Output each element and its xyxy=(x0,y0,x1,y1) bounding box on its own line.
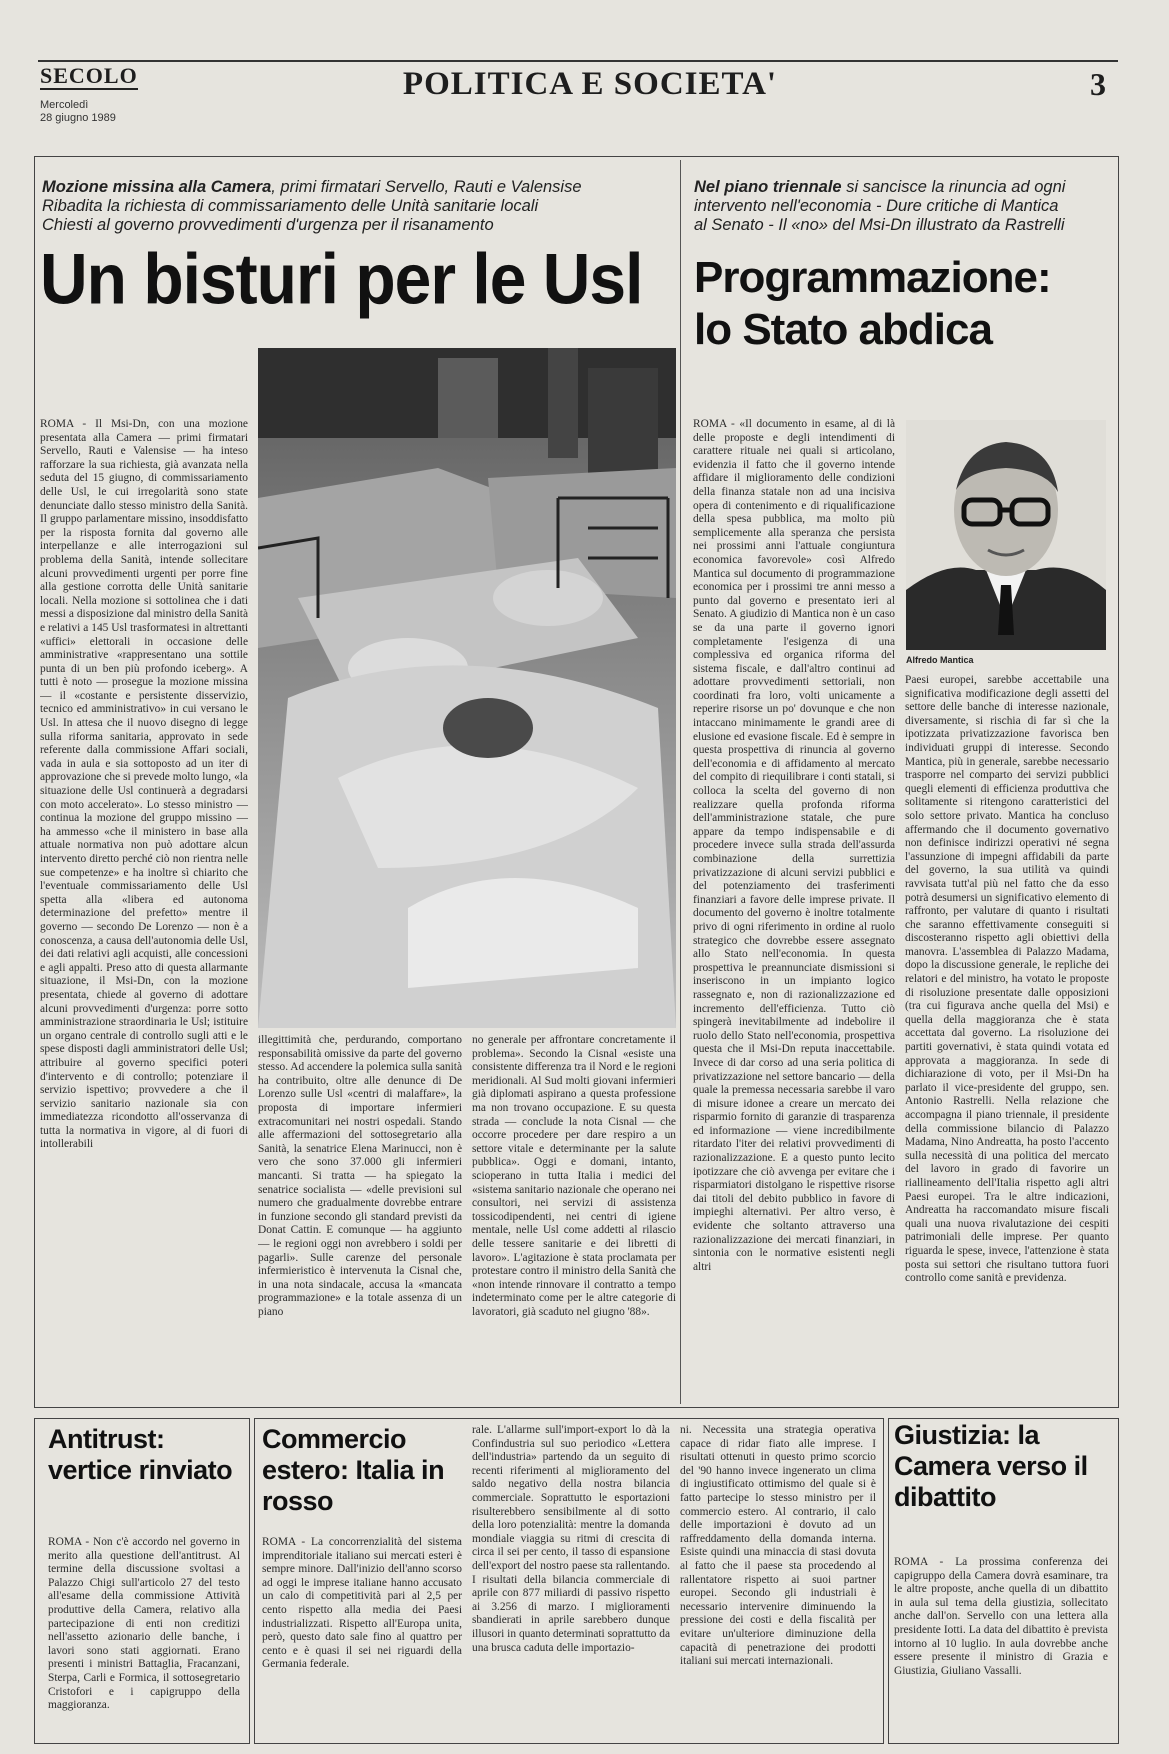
issue-day: Mercoledì xyxy=(40,99,89,111)
usl-kicker xyxy=(42,178,672,235)
commercio-column-3 xyxy=(680,1424,876,1736)
commercio-column-1-text: ROMA - La concorrenzialità del sistema imprenditoriale italiano sui mercati esteri è sempre minore. Dall'inizio dell'anno scorso ad oggi le imprese italiane hanno accusato un calo di competitività pari al 2,5 per cento rispetto alla media dei Paesi industrializzati. Rispetto all'Europa unita, però, questo dato sale fino al quattro per cento e è quasi il sei nei riguardi della Germania federale. xyxy=(262,1536,462,1671)
mantica-portrait-image xyxy=(906,420,1106,650)
commercio-column-2 xyxy=(472,1424,670,1736)
prog-headline xyxy=(694,252,1114,356)
prog-kicker-line-2: intervento nell'economia - Dure critiche di Mantica xyxy=(694,197,1059,215)
prog-kicker-line-1: si sancisce la rinuncia ad ogni xyxy=(841,178,1066,196)
usl-column-2 xyxy=(258,1034,462,1402)
giustizia-headline: Giustizia: la Camera verso il dibattito xyxy=(894,1420,1088,1512)
prog-column-1 xyxy=(693,418,895,1402)
prog-kicker-line-3: al Senato - Il «no» del Msi-Dn illustrato da Rastrelli xyxy=(694,216,1065,234)
hospital-ward-photo xyxy=(258,348,676,1028)
issue-date xyxy=(40,99,116,125)
usl-kicker-line-2: Ribadita la richiesta di commissariamento delle Unità sanitarie locali xyxy=(42,197,539,215)
usl-kicker-bold: Mozione missina alla Camera xyxy=(42,178,272,196)
usl-column-3 xyxy=(472,1034,676,1402)
top-stories-divider xyxy=(680,160,681,1404)
newspaper-logo: SECOLO xyxy=(40,63,138,88)
prog-column-2 xyxy=(905,674,1109,1402)
mantica-portrait xyxy=(906,420,1106,650)
usl-column-1 xyxy=(40,418,248,1402)
usl-column-2-text: illegittimità che, perdurando, comportano responsabilità omissive da parte del governo stesso. Ad accendere la polemica sulla sanità ha contribuito, oltre alle denunce di De Lorenzo sulle Usl «centri di malaffare», la proposta di importare infermieri extracomunitari nei nostri ospedali. Stando alle affermazioni del sottosegretario alla Sanità, la senatrice Elena Marinucci, non è vero che sono 37.000 gli infermieri mancanti. Si tratta — ha spiegato la senatrice socialista — «delle previsioni sul numero che gradualmente dovrebbe entrare in funzione secondo gli standard previsti da Donat Cattin. E comunque — ha aggiunto — le regioni oggi non avrebbero i soldi per pagarli». Sulle carenze del personale infermieristico è intervenuta la Cisnal che, in una nota sindacale, accusa la «mancata programmazione» e la totale assenza di un piano xyxy=(258,1034,462,1318)
section-title: POLITICA E SOCIETA' xyxy=(402,66,778,102)
commercio-column-2-text: rale. L'allarme sull'import-export lo dà la Confindustria sul suo periodico «Lettera dell'industria» partendo da un seguito di recenti riferimenti al miglioramento del saldo negativo della nostra bilancia commerciale. Soprattutto le esportazioni risulterebbero sensibilmente al di sotto della loro potenzialità: mentre la domanda mondiale viaggia su ritmi di crescita di circa il sei per cento, il tasso di espansione dell'export del nostro paese sta rallentando. I risultati della bilancia commerciale di aprile con 877 miliardi di passivo rispetto ai 3.256 di marzo. I miglioramenti sbandierati in aprile sarebbero dunque illusori in quanto determinati soprattutto da una brusca caduta delle importazio- xyxy=(472,1424,670,1654)
prog-kicker xyxy=(694,178,1112,235)
usl-column-1-text: ROMA - Il Msi-Dn, con una mozione presentata alla Camera — primi firmatari Servello, Rauti e Valensise — ha inteso rafforzare la sua richiesta, già avanzata nella seduta del 15 giugno, di commissariamento delle Usl, le cui irregolarità sono state denunciate dallo stesso ministro della Sanità. Il gruppo parlamentare missino, insoddisfatto per la risposta fornita dal governo alle interpellanze e alle interrogazioni sul problema della Sanità, intende sollecitare alcuni provvedimenti urgenti per porre fine alla gestione corrotta delle Unità sanitarie locali. Nella mozione si sottolinea che i dati messi a disposizione dal ministro della Sanità e relativi a 145 Usl trasformatesi in altrettanti «uffici» elettorali in occasione delle amministrative «rappresentano una sottile punta di un ben più profondo iceberg». A tutti è noto — prosegue la mozione missina — il «costante e persistente disservizio, tecnico ed amministrativo» in cui versano le Usl. In attesa che il nuovo disegno di legge sulla riforma sanitaria, approvato in sede referente dalla commissione Affari sociali, vada in aula e sia sottoposto ad un iter di approvazione che si prevede molto lungo, «la situazione delle Usl continuerà a degradarsi con moto accelerato». Lo stesso ministro — continua la mozione del gruppo missino — ha ammesso «che il ministero in base alla attuale normativa non può adottare alcun intervento diretto perché ciò non rientra nelle sue competenze» e ha inoltre sì chiarito che l'eventuale commissariamento delle Usl spetta alla «libera ed autonoma determinazione del prefetto» mentre il governo — secondo De Lorenzo — non è a conoscenza, a causa dell'autonomia delle Usl, dei dati relativi agli acquisti, alle concessioni e agli appalti. Preso atto di questa allarmante situazione, il Msi-Dn, con la mozione presentata, chiede al governo di adottare alcuni provvedimenti d'urgenza: porre sotto amministrazione straordinaria le Usl; istituire un organo centrale di controllo sugli atti e le spese disposti dagli amministratori delle Usl; attribuire al governo specifici poteri d'intervento e di controllo; potenziare il servizio ispettivo; provvedere a che il servizio sanitario nazionale sia con immediatezza ricondotto all'osservanza di tutta la normativa in vigore, al di fuori di intollerabili xyxy=(40,418,248,1151)
portrait-caption: Alfredo Mantica xyxy=(906,655,974,665)
prog-column-1-text: ROMA - «Il documento in esame, al di là delle proposte e degli intendimenti di carattere rituale nei quali si articolano, evidenzia il fatto che il governo intende affidare il miglioramento delle condizioni della finanza statale non ad una incisiva opera di contenimento e di riqualificazione della spesa pubblica, ma molto più semplicemente alla speranza che persista nei prossimi anni l'attuale congiuntura economica favorevole» così Alfredo Mantica sul documento di programmazione economica per i prossimi tre anni messo a punto dal governo e presentato ieri al Senato. A giudizio di Mantica non è un caso se da una parte il governo ignori completamente l'esigenza di una complessiva ed organica riforma del sistema fiscale, e dall'altro continui ad adottare provvedimenti settoriali, non coordinati fra loro, volti unicamente a reperire risorse un po' dovunque e che non intaccano minimamente le grandi aree di elusione ed evasione fiscale. Ed è sempre in questa prospettiva di rinuncia al governo dell'economia e di affidamento al mercato del compito di riequilibrare i conti statali, si colloca la scelta del governo di non realizzare quella profonda riforma dell'amministrazione statale, che pure appare da tempo indispensabile e di procedere invece sulla strada dell'assurda combinazione della surrettizia privatizzazione di alcuni servizi pubblici e del potenziamento dei trasferimenti finanziari a favore delle imprese private. Il documento del governo è inoltre totalmente privo di ogni riferimento in ordine al ruolo strategico che dovrebbe essere assegnato allo Stato nell'economia. In questa prospettiva le preannunciate dismissioni si inseriscono in un impianto logico rassegnato e, non di razionalizzazione ed incremento dell'efficienza. Tutto ciò spingerà inevitabilmente ad indebolire il ruolo dello Stato nell'economia, prospettiva questa che il Msi-Dn reputa inaccettabile. Invece di dar corso ad una seria politica di privatizzazione nel settore bancario — della quale la premessa necessaria sarebbe il varo di misure idonee a creare un mercato dei risparmio fornito di garanzie di trasparenza ed informazione — viene incredibilmente ritardato l'iter dei relativi provvedimenti di razionalizzazione. E a questo punto lecito ipotizzare che ciò avvenga per evitare che i risparmiatori distolgano le rispettive risorse dai titoli del debito pubblico in favore di impieghi alternativi. Per altro verso, è evidente che soltanto attraverso una razionalizzazione dei mercati finanziari, in sintonia con le normative esistenti negli altri xyxy=(693,418,895,1273)
usl-kicker-line-3: Chiesti al governo provvedimenti d'urgenza per il risanamento xyxy=(42,216,494,234)
giustizia-body xyxy=(894,1556,1108,1736)
prog-headline-line-2: lo Stato abdica xyxy=(694,305,992,354)
commercio-column-3-text: ni. Necessita una strategia operativa capace di ridar fiato alle imprese. I risultati ottenuti in questo primo scorcio del '90 hanno invece ingenerato un clima di ingiustificato ottimismo del quale si è fatto partecipe lo stesso ministro per il commercio estero. Al contrario, il calo delle importazioni è dovuto ad un raffreddamento della domanda interna. Esiste quindi una minaccia di stasi dovuta al fatto che il paese sta procedendo al rallentatore rispetto ai suoi partner europei. Secondo gli industriali è necessario intervenire diminuendo la pressione dei costi e della fiscalità per evitare un'ulteriore diminuzione della capacità di penetrazione dei prodotti italiani sui mercati internazionali. xyxy=(680,1424,876,1668)
prog-headline-line-1: Programmazione: xyxy=(694,253,1051,302)
usl-headline: Un bisturi per le Usl xyxy=(40,238,643,319)
commercio-column-1 xyxy=(262,1536,462,1736)
antitrust-body xyxy=(48,1536,240,1736)
hospital-ward-image xyxy=(258,348,676,1028)
antitrust-headline: Antitrust: vertice rinviato xyxy=(48,1424,233,1485)
giustizia-body-text: ROMA - La prossima conferenza dei capigruppo della Camera dovrà esaminare, tra le altre proposte, anche quella di un dibattito in aula sul tema della giustizia, sollecitato anche dall'on. Servello con una lettera alla presidente Iotti. La data del dibattito è prevista intorno al 10 luglio. In aula dovrebbe anche essere presente il ministro di Grazia e Giustizia, Giuliano Vassalli. xyxy=(894,1556,1108,1677)
usl-column-3-text: no generale per affrontare concretamente il problema». Secondo la Cisnal «esiste una consistente differenza tra il Nord e le regioni meridionali. Al Sud molti giovani infermieri già diplomati aspirano a questa professione ma non trovano occupazione. E su questa strada — conclude la nota Cisnal — che occorre procedere per dare respiro a un settore vitale e determinante per la salute pubblica». Oggi e domani, intanto, scioperano in tutta Italia i medici del «sistema sanitario nazionale che operano nei consultori, nei servizi di assistenza tossicodipendenti, nei centri di igiene mentale, nelle Usl come addetti al rilascio delle tessere sanitarie e dei libretti di lavoro». L'agitazione è stata proclamata per protestare contro il ministro della Sanità che «non intende rinnovare il contratto a tempo indeterminato come per le altre categorie di lavoratori, già scaduto nel giugno '88». xyxy=(472,1034,676,1318)
page-number: 3 xyxy=(1090,66,1106,102)
usl-kicker-line-1: , primi firmatari Servello, Rauti e Valensise xyxy=(271,178,582,196)
masthead-rule xyxy=(38,60,1118,62)
prog-kicker-bold: Nel piano triennale xyxy=(694,178,842,196)
prog-column-2-text: Paesi europei, sarebbe accettabile una significativa modificazione degli assetti del settore delle banche di interesse nazionale, diversamente, si rischia di far sì che la ipotizzata privatizzazione favorisca ben individuati gruppi di interesse. Secondo Mantica, più in generale, sarebbe necessario trasporre nel comparto dei servizi pubblici quegli elementi di efficienza produttiva che solitamente si ritengono caratteristici del solo settore privato. Mantica ha concluso affermando che il documento governativo non definisce indirizzi operativi né segna l'assunzione di impegni affidabili da parte del governo, la sua utilità va quindi ravvisata tutt'al più nel fatto che da esso potrà desumersi un significativo elemento di raffronto, per valutare di quanto i risultati che saranno effettivamente conseguiti si discosteranno rispetto agli obiettivi della manovra. L'assemblea di Palazzo Madama, dopo la discussione generale, le repliche dei relatori e del ministro, ha votato le proposte di risoluzione presentate dalle opposizioni (tra cui figurava anche quella del Msi) e quella della maggioranza che è stata accettata dal governo. La risoluzione dei partiti governativi, è stata quindi votata ed approvata a maggioranza. In sede di dichiarazione di voto, per il Msi-Dn ha parlato il vice-presidente del gruppo, sen. Antonio Rastrelli. Nella relazione che accompagna il piano triennale, il presidente della commissione bilancio di Palazzo Madama, Nino Andreatta, ha posto l'accento sulla necessità di una politica del mercato del lavoro in grado di favorire un riallineamento dell'Italia rispetto agli altri Paesi europei. Tra le altre indicazioni, Andreatta ha raccomandato misure fiscali quali una nuova rivalutazione dei cespiti patrimoniali delle imprese. Per quanto riguarda le spese, invece, l'attenzione è stata posta sui settori che risultano tuttora fuori controllo come sanità e previdenza. xyxy=(905,674,1109,1285)
issue-full-date: 28 giugno 1989 xyxy=(40,112,116,124)
commercio-headline: Commercio estero: Italia in rosso xyxy=(262,1424,445,1516)
antitrust-body-text: ROMA - Non c'è accordo nel governo in merito alla questione dell'antitrust. Al termine della discussione svoltasi a Palazzo Chigi sull'articolo 27 del testo all'esame della commissione Attività produttive della Camera, relativo alla partecipazione di enti non creditizi nell'assetto azionario delle banche, i lavori sono stati aggiornati. Erano presenti i ministri Battaglia, Fracanzani, Sterpa, Carli e Formica, il sottosegretario Cristofori e i capigruppo della maggioranza. xyxy=(48,1536,240,1712)
